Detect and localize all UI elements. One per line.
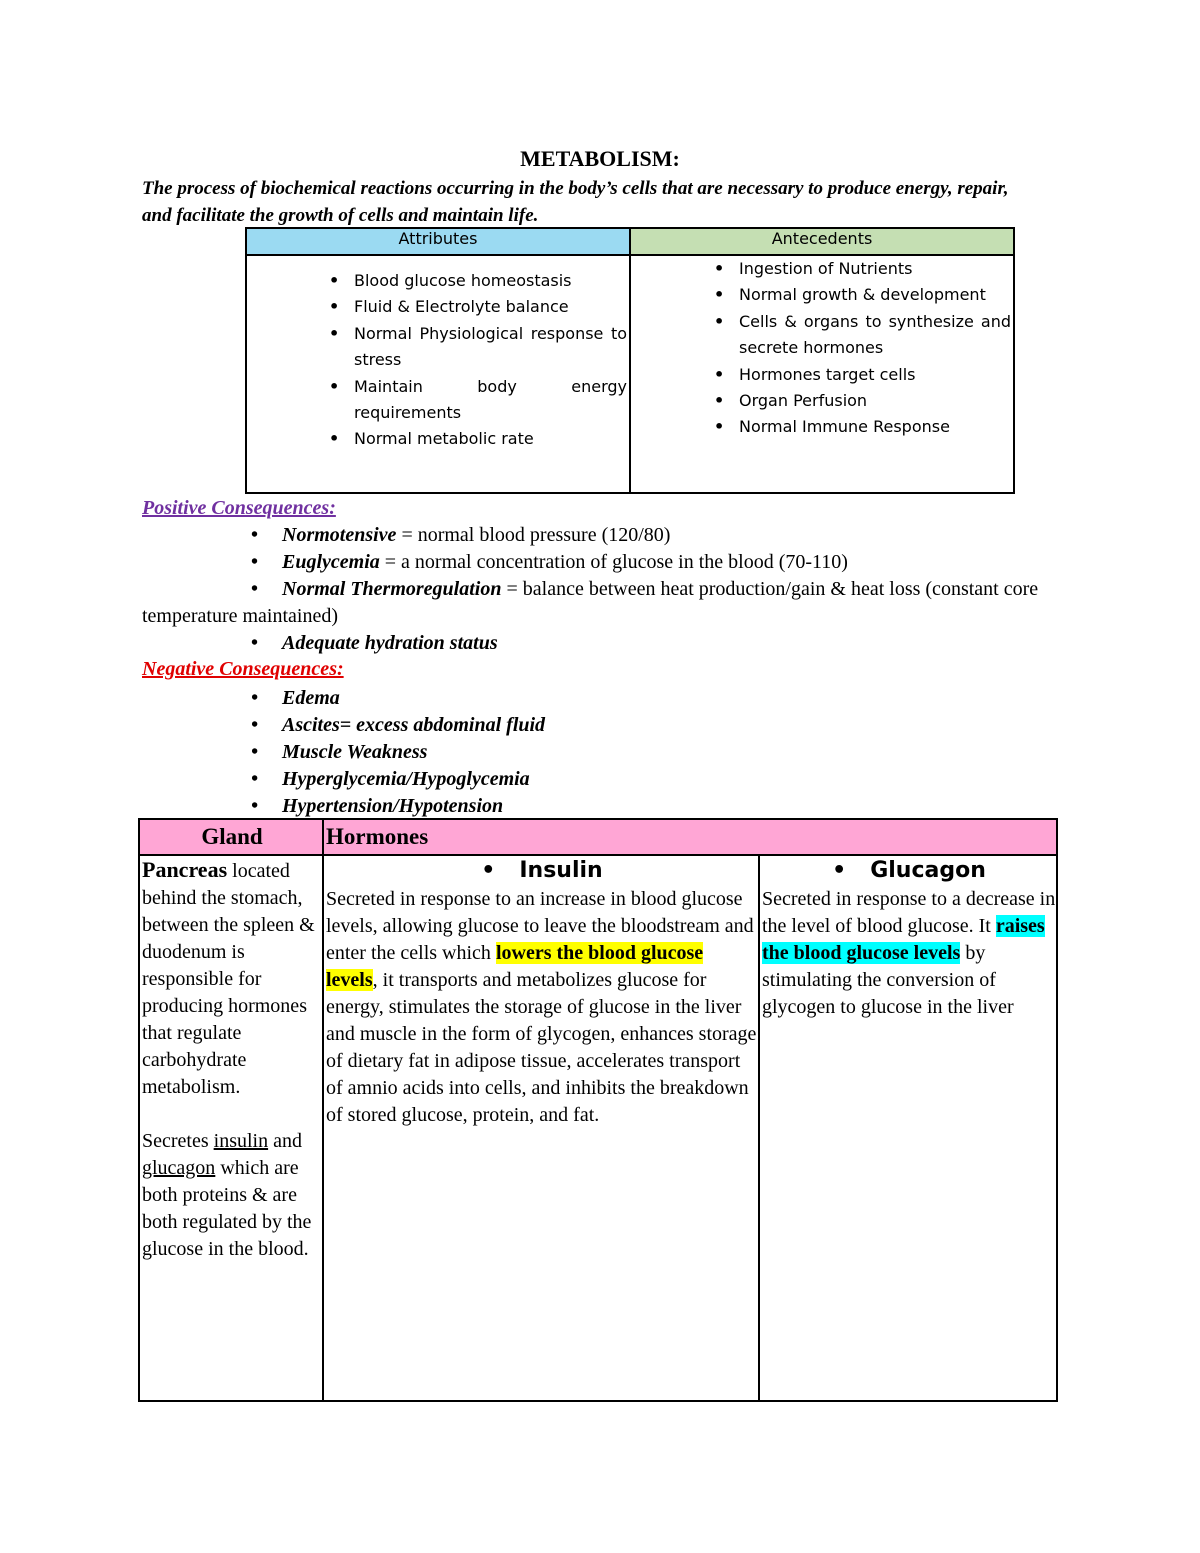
negative-consequences-heading: Negative Consequences: (142, 658, 344, 680)
gland-secretes-pre: Secretes (142, 1130, 214, 1152)
pos-term-0: Normotensive (282, 524, 397, 546)
antecedents-cell (630, 255, 1014, 493)
pos-rest-0: = normal blood pressure (120/80) (396, 524, 671, 546)
gland-and: and (268, 1130, 302, 1152)
gland-desc: located behind the stomach, between the spleen & duodenum is responsible for producing hormones that regulate carbohydrate metabolism. (142, 860, 315, 1098)
gland-header: Gland (139, 819, 323, 855)
glucagon-highlight: raises the blood glucose levels (762, 915, 1045, 964)
bullet-icon: • (714, 417, 725, 437)
gland-insulin: insulin (213, 1130, 269, 1152)
neg-item-4: Hypertension/Hypotension (282, 795, 504, 817)
antecedent-1: Normal growth & development (739, 285, 986, 305)
list-item (329, 426, 629, 452)
list-item (714, 388, 1013, 414)
neg-item-1: Ascites= excess abdominal fluid (282, 714, 546, 736)
bullet-icon: • (329, 323, 340, 343)
attributes-cell (246, 255, 630, 493)
definition-text: The process of biochemical reactions occurring in the body’s cells that are necessary to produce energy, repair, and facilitate the growth of cells and maintain life. (142, 178, 1009, 226)
list-item: • Ascites= excess abdominal fluid (250, 714, 546, 736)
list-item: • Hypertension/Hypotension (250, 795, 504, 817)
insulin-highlight: lowers the blood glucose levels (326, 942, 704, 991)
bullet-icon: • (714, 391, 725, 411)
antecedent-2: Cells & organs to synthesize and secrete hormones (739, 311, 1011, 358)
hormones-header: Hormones (323, 819, 1057, 855)
bullet-icon: • (329, 297, 340, 317)
list-item (329, 321, 629, 374)
attributes-antecedents-table (245, 227, 1015, 494)
list-item (714, 362, 1013, 388)
positive-consequences-list (142, 522, 1042, 657)
pos-rest-1: = a normal concentration of glucose in the blood (70-110) (379, 551, 848, 573)
attribute-4: Normal metabolic rate (354, 429, 534, 449)
bullet-icon: • (714, 364, 725, 384)
gland-cell (139, 855, 323, 1401)
antecedent-5: Normal Immune Response (739, 417, 950, 437)
bullet-icon: • (329, 271, 340, 290)
bullet-icon: • (329, 376, 340, 396)
list-item (714, 414, 1013, 440)
gland-hormones-table (138, 818, 1058, 1402)
list-item: • Hyperglycemia/Hypoglycemia (250, 768, 530, 790)
insulin-text-post: , it transports and metabolizes glucose for energy, stimulates the storage of glucose in the liver and muscle in the form of glycogen, enhances storage of dietary fat in adipose tissue, accelerates transport of amnio acids into cells, and inhibits the breakdown of stored glucose, protein, and fat. (326, 969, 757, 1126)
attribute-1: Fluid & Electrolyte balance (354, 297, 569, 317)
bullet-icon: • (714, 285, 725, 305)
antecedent-0: Ingestion of Nutrients (739, 259, 913, 278)
pos-term-2: Normal Thermoregulation (282, 578, 502, 600)
list-item (329, 374, 629, 427)
bullet-icon: • (329, 429, 340, 449)
glucagon-text-pre: Secreted in response to a decrease in the level of blood glucose. It (762, 888, 1056, 937)
pos-term-3: Adequate hydration status (282, 632, 498, 654)
pos-term-1: Euglycemia (282, 551, 380, 573)
page-title: METABOLISM: (520, 146, 680, 171)
attribute-3: Maintain body energy requirements (354, 376, 627, 423)
attribute-0: Blood glucose homeostasis (354, 271, 572, 290)
insulin-title: • Insulin (481, 858, 603, 883)
gland-name: Pancreas (142, 857, 228, 882)
antecedent-4: Organ Perfusion (739, 391, 868, 411)
negative-consequences-list (142, 685, 1042, 820)
list-item: • Euglycemia = a normal concentration of glucose in the blood (70-110) (250, 551, 848, 573)
list-item (714, 309, 1013, 362)
neg-item-0: Edema (282, 687, 340, 709)
neg-item-2: Muscle Weakness (282, 741, 428, 763)
insulin-description (326, 886, 758, 1129)
antecedents-header: Antecedents (630, 228, 1014, 255)
glucagon-text-post: by stimulating the conversion of glycogen to glucose in the liver (762, 942, 1014, 1018)
gland-description (142, 856, 322, 1263)
glucagon-description (762, 886, 1056, 1021)
list-item: • Normal Thermoregulation = balance between heat production/gain & heat loss (constant core temperature maintained) (142, 578, 1039, 627)
glucagon-title: • Glucagon (832, 858, 986, 883)
list-item (714, 256, 1013, 282)
list-item: • Edema (250, 687, 340, 709)
neg-item-3: Hyperglycemia/Hypoglycemia (282, 768, 530, 790)
list-item: • Adequate hydration status (250, 632, 498, 654)
list-item: • Muscle Weakness (250, 741, 428, 763)
list-item: • Normotensive = normal blood pressure (120/80) (250, 524, 671, 546)
gland-glucagon: glucagon (142, 1157, 216, 1179)
attributes-header: Attributes (246, 228, 630, 255)
bullet-icon: • (714, 259, 725, 278)
antecedents-list (631, 256, 1013, 441)
attribute-2: Normal Physiological response to stress (354, 323, 627, 370)
attributes-list (247, 256, 629, 453)
list-item (714, 282, 1013, 308)
glucagon-cell (759, 855, 1057, 1401)
bullet-icon: • (714, 311, 725, 331)
list-item (329, 294, 629, 320)
gland-secretes-post: which are both proteins & are both regulated by the glucose in the blood. (142, 1157, 312, 1260)
positive-consequences-heading: Positive Consequences: (142, 497, 336, 519)
pos-rest-2: = balance between heat production/gain & heat loss (constant core temperature maintained) (142, 578, 1039, 627)
list-item (247, 268, 629, 294)
insulin-text-pre: Secreted in response to an increase in blood glucose levels, allowing glucose to leave the bloodstream and enter the cells which (326, 888, 754, 964)
antecedent-3: Hormones target cells (739, 364, 916, 384)
insulin-cell (323, 855, 759, 1401)
